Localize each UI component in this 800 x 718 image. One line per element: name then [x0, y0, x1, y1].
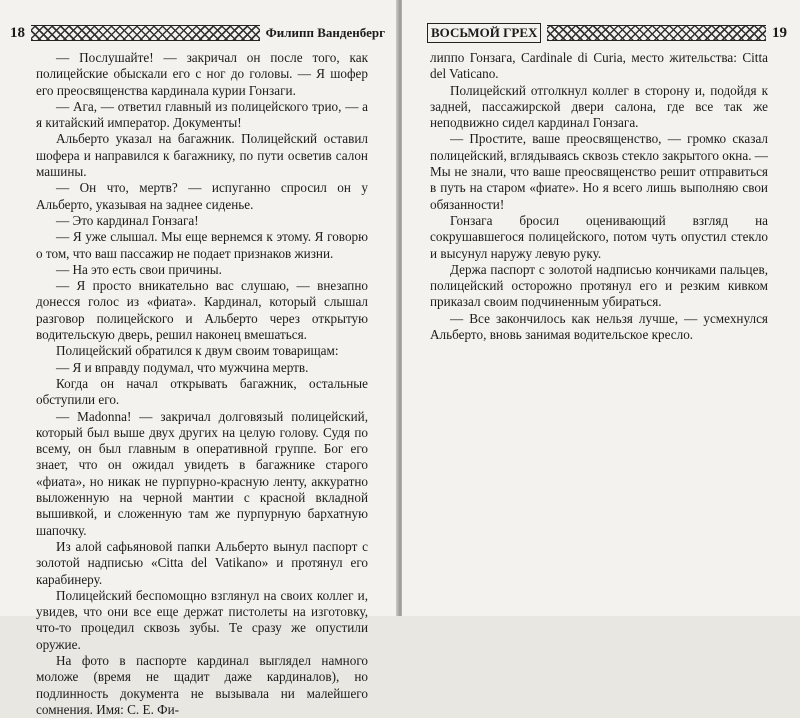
right-running-head: ВОСЬМОЙ ГРЕХ [427, 23, 541, 43]
paragraph: Когда он начал открывать багажник, остальные обступили его. [36, 375, 368, 408]
right-page-number: 19 [772, 24, 787, 41]
paragraph: Полицейский отголкнул коллег в сторону и, подойдя к задней, пассажирской двери салона, где все так же неподвижно сидел кардинал Гонзага. [430, 82, 768, 131]
header-ornament [547, 25, 766, 41]
header-ornament [31, 25, 260, 41]
paragraph: липпо Гонзага, Cardinale di Curia, место жительства: Citta del Vaticano. [430, 50, 768, 82]
paragraph: — Я уже слышал. Мы еще вернемся к этому. Я говорю о том, что ваш пассажир не подает признаков жизни. [36, 229, 368, 261]
paragraph: — Madonna! — закричал долговязый полицейский, который был выше двух других на целую голову. Судя по всему, он был главным в оперативной группе. Бог его знает, что он ожидал увидеть в багажнике старого «фиата», но никак не пурпурно-красную ленту, аккуратно выложенную на черной мантии с красной вкладной вышивкой, и сложенную там же пурпурную бархатную шапочку. [36, 408, 368, 538]
paragraph: — Ага, — ответил главный из полицейского трио, — а я китайский император. Документы! [36, 98, 368, 131]
paragraph: На фото в паспорте кардинал выглядел намного моложе (время не щадит даже кардиналов), но подлинность документа не вызывала ни малейшего сомнения. Имя: С. Е. Фи- [36, 652, 368, 717]
paragraph: — Это кардинал Гонзага! [56, 212, 199, 228]
right-page-text [430, 50, 768, 343]
left-running-head: Филипп Ванденберг [265, 25, 385, 40]
paragraph: — Я просто вникательно вас слушаю, — внезапно донесся голос из «фиата». Кардинал, который слышал разговор полицейского и Альберто через открытую водительскую дверь, решил наконец вмешаться. [36, 278, 368, 343]
paragraph: — Простите, ваше преосвященство, — громко сказал полицейский, вглядываясь сквозь стекло закрытого окна. — Мы не знали, что ваше преосвященство решит отправиться в путь на старом «фиате». Но я всего лишь выполняю свои обязанности! [430, 131, 768, 212]
paragraph: Альберто указал на багажник. Полицейский оставил шофера и направился к багажнику, по пути осветив салон машины. [36, 131, 368, 180]
paragraph: Гонзага бросил оценивающий взгляд на сокрушавшегося полицейского, потом чуть опустил стекло и высунул наружу левую руку. [430, 212, 768, 261]
paragraph: Полицейский обратился к двум своим товарищам: [56, 343, 339, 359]
paragraph: — Он что, мертв? — испуганно спросил он у Альберто, указывая на заднее сиденье. [36, 180, 368, 212]
paragraph: Полицейский беспомощно взглянул на своих коллег и, увидев, что они все еще держат пистолеты на изготовку, что-то процедил сквозь зубы. Те сразу же опустили оружие. [36, 587, 368, 652]
paragraph: — Все закончилось как нельзя лучше, — усмехнулся Альберто, вновь занимая водительское кресло. [430, 310, 768, 343]
paragraph: — Я и вправду подумал, что мужчина мертв. [56, 359, 309, 375]
left-page-header [10, 22, 385, 44]
right-page-header [427, 22, 787, 44]
paragraph: — На это есть свои причины. [56, 261, 222, 277]
left-page [0, 0, 398, 717]
paragraph: — Послушайте! — закричал он после того, как полицейские обыскали его с ног до головы. — Я шофер его преосвященства кардинала курии Гонзаги. [36, 50, 368, 98]
right-page [402, 0, 800, 616]
left-page-number: 18 [10, 24, 25, 41]
paragraph: Держа паспорт с золотой надписью кончиками пальцев, полицейский осторожно протянул его и резким кивком приказал своим подчиненным убираться. [430, 261, 768, 310]
paragraph: Из алой сафьяновой папки Альберто вынул паспорт с золотой надписью «Citta del Vatikano» и протянул его карабинеру. [36, 538, 368, 587]
left-page-text [36, 50, 368, 718]
